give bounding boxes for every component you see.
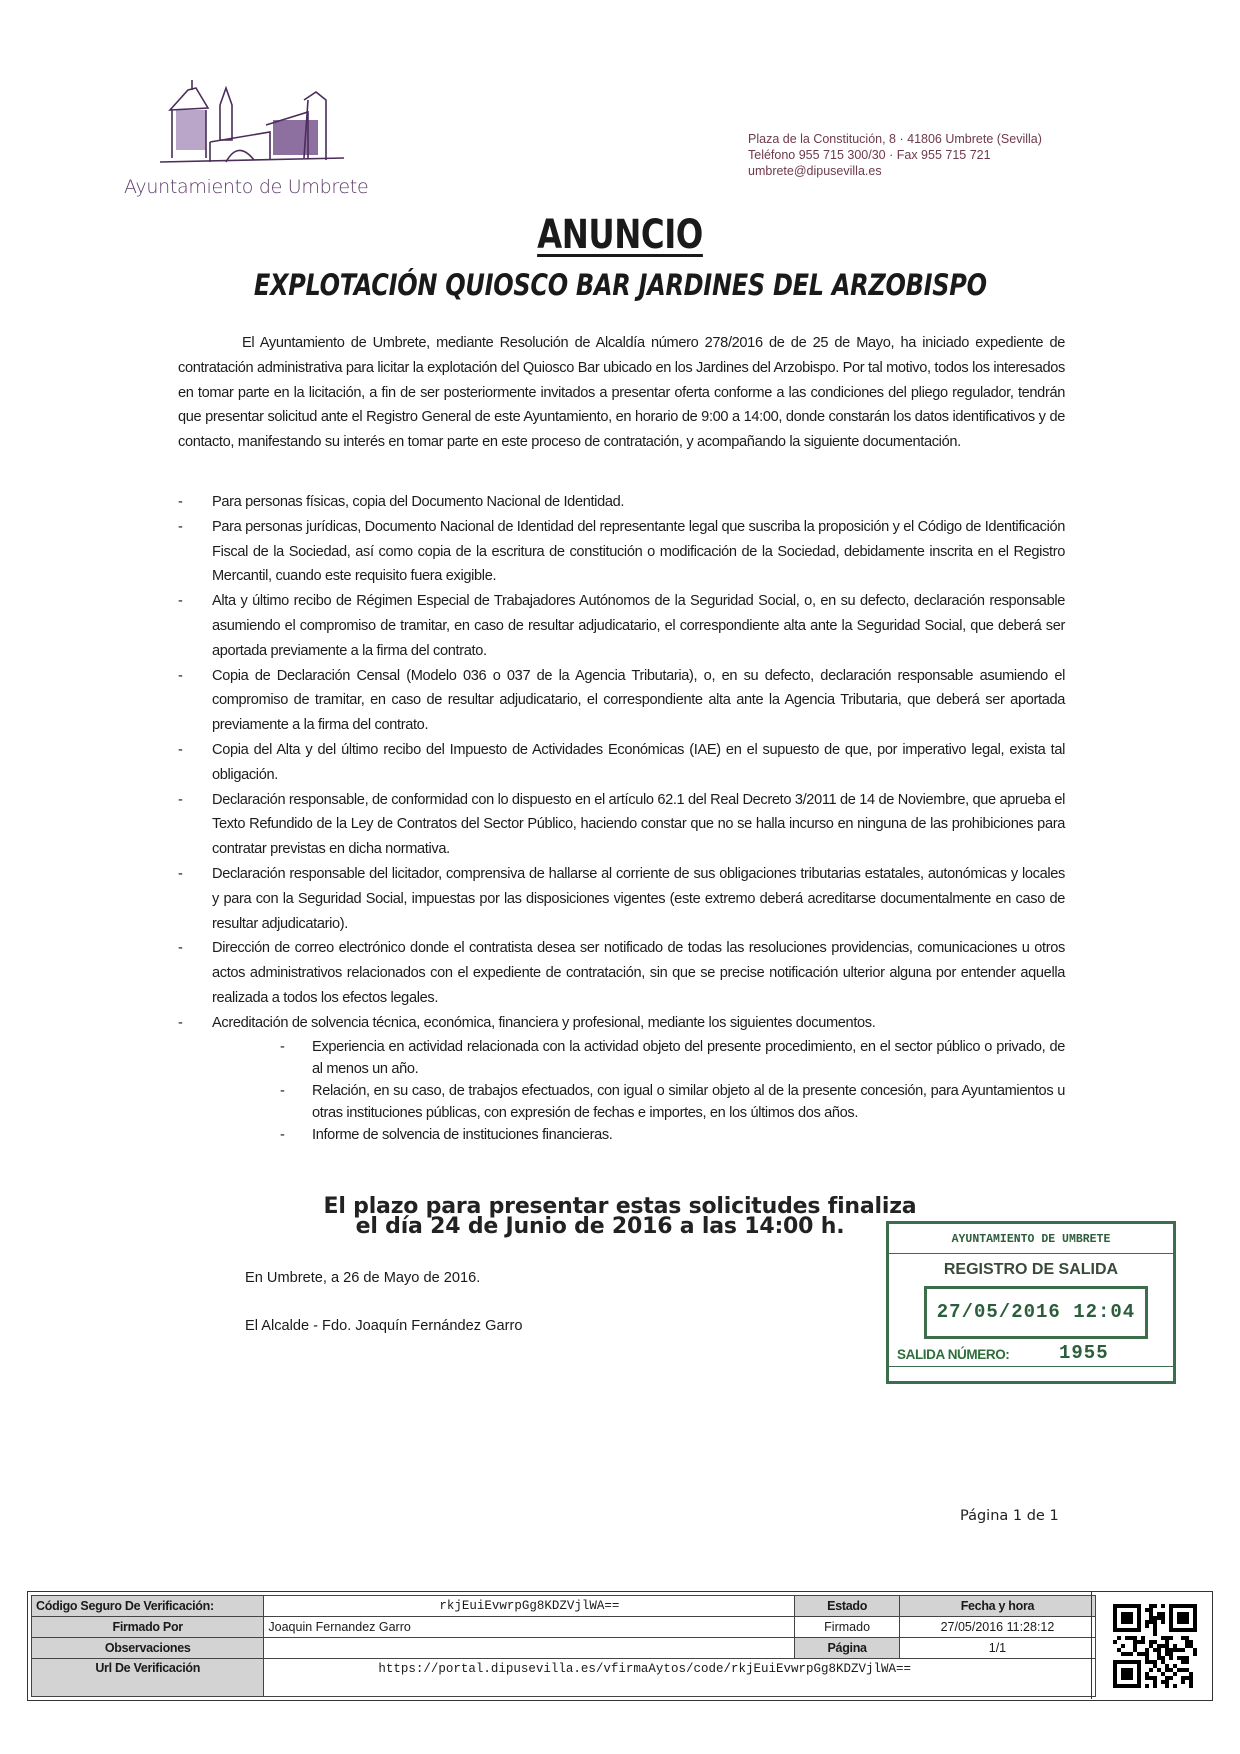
contact-address [748,131,1042,179]
qr-module [1125,1636,1129,1640]
url-label: Url De Verificación [32,1659,264,1697]
qr-module [1185,1628,1189,1632]
qr-module [1121,1644,1125,1648]
requirement-item: - Alta y último recibo de Régimen Especial de Trabajadores Autónomos de la Seguridad Social, o, en su defecto, declaración responsable asumiendo el compromiso de tramitar, en caso de resultar adjudicatario, el correspondiente alta ante la Seguridad Social, que deberá ser aportada previamente a la firma del contrato. [178,589,1065,663]
qr-module [1145,1660,1149,1664]
qr-module [1113,1604,1117,1608]
qr-module [1165,1644,1169,1648]
qr-module [1113,1612,1117,1616]
qr-module [1173,1644,1177,1648]
qr-module [1145,1624,1149,1628]
qr-module [1189,1684,1193,1688]
qr-module [1157,1668,1161,1672]
qr-module [1133,1640,1137,1644]
stamp-divider [889,1366,1173,1367]
qr-module [1137,1616,1141,1620]
signatory: El Alcalde - Fdo. Joaquín Fernández Garro [245,1318,523,1334]
qr-module [1149,1616,1153,1620]
qr-module [1153,1616,1157,1620]
qr-module [1193,1612,1197,1616]
qr-module [1129,1652,1133,1656]
qr-module [1125,1672,1129,1676]
qr-module [1153,1620,1157,1624]
qr-module [1165,1680,1169,1684]
qr-module [1113,1680,1117,1684]
qr-module [1129,1636,1133,1640]
qr-module [1121,1676,1125,1680]
qr-module [1177,1648,1181,1652]
qr-module [1193,1628,1197,1632]
qr-module [1137,1612,1141,1616]
qr-module [1149,1640,1153,1644]
qr-module [1161,1636,1165,1640]
qr-module [1153,1624,1157,1628]
verification-url-link[interactable]: https://portal.dipusevilla.es/vfirmaAytos/code/rkjEuiEvwrpGg8KDZVjlWA== [264,1659,1096,1697]
qr-module [1173,1684,1177,1688]
qr-module [1161,1612,1165,1616]
qr-module [1181,1656,1185,1660]
qr-module [1121,1660,1125,1664]
qr-module [1185,1656,1189,1660]
qr-module [1153,1664,1157,1668]
qr-module [1113,1628,1117,1632]
qr-module [1185,1676,1189,1680]
requirement-item: - Declaración responsable, de conformidad con lo dispuesto en el artículo 62.1 del Real Decreto 3/2011 de 14 de Noviembre, que aprueba el Texto Refundido de la Ley de Contratos del Sector Público, haciendo constar que no se halla incurso en ninguna de las prohibiciones para contratar previstas en dicha normativa. [178,788,1065,862]
phone-line: Teléfono 955 715 300/30 · Fax 955 715 721 [748,148,991,162]
qr-module [1145,1648,1149,1652]
stamp-title: REGISTRO DE SALIDA [943,1261,1119,1278]
subtitle-text: EXPLOTACIÓN QUIOSCO BAR JARDINES DEL ARZOBISPO [253,268,987,302]
qr-module [1113,1616,1117,1620]
stamp-datetime: 27/05/2016 12:04 [924,1286,1148,1339]
qr-module [1129,1684,1133,1688]
qr-module [1181,1636,1185,1640]
registry-stamp [886,1221,1176,1384]
qr-module [1169,1608,1173,1612]
qr-module [1129,1628,1133,1632]
qr-module [1165,1652,1169,1656]
qr-module [1169,1624,1173,1628]
qr-module [1117,1660,1121,1664]
qr-module [1153,1684,1157,1688]
qr-module [1153,1628,1157,1632]
qr-module [1149,1604,1153,1608]
qr-code-icon[interactable] [1113,1604,1197,1688]
qr-module [1121,1612,1125,1616]
qr-module [1149,1620,1153,1624]
qr-module [1189,1680,1193,1684]
municipality-logo [118,70,388,205]
qr-module [1129,1620,1133,1624]
qr-module [1177,1620,1181,1624]
qr-module [1133,1684,1137,1688]
solvency-docs-list [212,1036,1065,1146]
email-line: umbrete@dipusevilla.es [748,164,882,178]
qr-module [1137,1628,1141,1632]
qr-module [1133,1644,1137,1648]
qr-module [1181,1668,1185,1672]
qr-module [1193,1604,1197,1608]
qr-module [1193,1620,1197,1624]
qr-module [1121,1616,1125,1620]
qr-module [1189,1640,1193,1644]
qr-module [1117,1684,1121,1688]
qr-module [1113,1672,1117,1676]
qr-module [1193,1624,1197,1628]
qr-module [1185,1644,1189,1648]
observations-value [264,1638,795,1659]
qr-module [1177,1612,1181,1616]
qr-module [1121,1628,1125,1632]
qr-module [1113,1660,1117,1664]
observations-label: Observaciones [32,1638,264,1659]
address-line: Plaza de la Constitución, 8 · 41806 Umbrete (Sevilla) [748,132,1042,146]
qr-module [1113,1684,1117,1688]
qr-module [1165,1684,1169,1688]
qr-module [1169,1668,1173,1672]
solvency-doc-item: - Experiencia en actividad relacionada con la actividad objeto del presente procedimiento, en el sector público o privado, de al menos un año. [280,1036,1065,1080]
qr-module [1157,1648,1161,1652]
qr-module [1137,1608,1141,1612]
qr-module [1185,1604,1189,1608]
qr-module [1145,1608,1149,1612]
qr-module [1185,1660,1189,1664]
place-and-date: En Umbrete, a 26 de Mayo de 2016. [245,1270,481,1286]
page-title: ANUNCIO [537,212,703,258]
qr-module [1177,1656,1181,1660]
qr-module [1125,1620,1129,1624]
datetime-label: Fecha y hora [899,1596,1095,1617]
qr-module [1189,1628,1193,1632]
qr-module [1193,1652,1197,1656]
deadline-line-1: El plazo para presentar estas solicitudes finaliza [323,1194,917,1219]
qr-module [1133,1660,1137,1664]
qr-module [1149,1668,1153,1672]
qr-module [1121,1672,1125,1676]
qr-module [1177,1604,1181,1608]
qr-module [1161,1616,1165,1620]
qr-module [1137,1624,1141,1628]
csv-label: Código Seguro De Verificación: [32,1596,264,1617]
status-value: Firmado [795,1617,900,1638]
datetime-value: 27/05/2016 11:28:12 [899,1617,1095,1638]
solvency-doc-item: - Informe de solvencia de instituciones financieras. [280,1124,1065,1146]
qr-module [1145,1676,1149,1680]
qr-module [1125,1652,1129,1656]
qr-module [1129,1668,1133,1672]
qr-module [1137,1620,1141,1624]
qr-module [1185,1612,1189,1616]
town-hall-illustration-icon [158,70,348,170]
qr-module [1129,1660,1133,1664]
qr-module [1149,1676,1153,1680]
requirement-item: - Para personas jurídicas, Documento Nacional de Identidad del representante legal que suscriba la proposición y el Código de Identificación Fiscal de la Sociedad, así como copia de la escritura de constitución o modificación de la Sociedad, debidamente inscrita en el Registro Mercantil, cuando este requisito fuera exigible. [178,515,1065,589]
table-row [32,1617,1096,1638]
qr-module [1153,1676,1157,1680]
qr-module [1153,1632,1157,1636]
qr-module [1169,1652,1173,1656]
qr-module [1153,1680,1157,1684]
requirement-solvency-text: Acreditación de solvencia técnica, económica, financiera y profesional, mediante los siguientes documentos. [212,1014,876,1031]
qr-module [1121,1620,1125,1624]
csv-value[interactable]: rkjEuiEvwrpGg8KDZVjlWA== [264,1596,795,1617]
qr-module [1121,1652,1125,1656]
qr-module [1125,1604,1129,1608]
qr-module [1133,1604,1137,1608]
qr-module [1173,1648,1177,1652]
qr-module [1161,1672,1165,1676]
qr-module [1161,1680,1165,1684]
qr-module [1181,1628,1185,1632]
qr-module [1149,1660,1153,1664]
qr-module [1169,1628,1173,1632]
table-row [32,1638,1096,1659]
qr-module [1173,1604,1177,1608]
page-label: Página [795,1638,900,1659]
page-number: Página 1 de 1 [960,1508,1059,1524]
qr-module [1193,1616,1197,1620]
qr-module [1173,1628,1177,1632]
qr-module [1181,1612,1185,1616]
qr-module [1161,1604,1165,1608]
requirement-item: - Para personas físicas, copia del Documento Nacional de Identidad. [178,490,1065,515]
requirement-item-solvency [178,1011,1065,1146]
qr-module [1129,1612,1133,1616]
qr-module [1141,1652,1145,1656]
qr-module [1133,1648,1137,1652]
qr-module [1149,1608,1153,1612]
qr-module [1157,1656,1161,1660]
qr-module [1181,1620,1185,1624]
table-row [32,1659,1096,1697]
qr-module [1125,1612,1129,1616]
qr-module [1137,1676,1141,1680]
qr-module [1121,1604,1125,1608]
qr-module [1153,1648,1157,1652]
qr-module [1177,1628,1181,1632]
qr-module [1181,1676,1185,1680]
page-value: 1/1 [899,1638,1095,1659]
requirement-item: - Dirección de correo electrónico donde el contratista desea ser notificado de todas las resoluciones providencias, comunicaciones u otros actos administrativos relacionados con el expediente de contratación, sin que se precise notificación ulterior alguna por entender aquella realizada a todos los efectos legales. [178,936,1065,1010]
qr-module [1121,1684,1125,1688]
qr-module [1165,1640,1169,1644]
qr-module [1169,1648,1173,1652]
qr-module [1125,1676,1129,1680]
qr-module [1137,1640,1141,1644]
stamp-number-label: SALIDA NÚMERO: [897,1347,1010,1362]
requirements-list [178,490,1065,1146]
qr-module [1137,1668,1141,1672]
qr-module [1113,1664,1117,1668]
stamp-organization: AYUNTAMIENTO DE UMBRETE [951,1233,1111,1246]
intro-paragraph: El Ayuntamiento de Umbrete, mediante Resolución de Alcaldía número 278/2016 de de 25 de Mayo, ha iniciado expediente de contratación administrativa para licitar la explotación del Quiosco Bar ubicado en los Jardines del Arzobispo. Por tal motivo, todos los interesados en tomar parte en la licitación, a fin de ser posteriormente invitados a presentar oferta conforme a las condiciones del pliego regulador, tendrán que presentar solicitud ante el Registro General de este Ayuntamiento, en horario de 9:00 a 14:00, donde constarán los datos identificativos y de contacto, manifestando su interés en tomar parte en este proceso de contratación, y acompañando la siguiente documentación. [178,335,1065,451]
requirement-item: - Declaración responsable del licitador, comprensiva de hallarse al corriente de sus obligaciones tributarias estatales, autonómicas y locales y para con la Seguridad Social, impuestas por las disposiciones vigentes (este extremo deberá acreditarse documentalmente en caso de resultar adjudicatario). [178,862,1065,936]
qr-module [1145,1620,1149,1624]
qr-module [1113,1640,1117,1644]
qr-module [1137,1660,1141,1664]
qr-module [1185,1668,1189,1672]
qr-module [1165,1668,1169,1672]
qr-module [1129,1672,1133,1676]
requirement-item: - Copia de Declaración Censal (Modelo 036 o 037 de la Agencia Tributaria), o, en su defecto, declaración responsable asumiendo el compromiso de tramitar, en caso de resultar adjudicatario, el correspondiente alta ante la Agencia Tributaria, que deberá ser aportada previamente a la firma del contrato. [178,664,1065,738]
page-subtitle [0,268,1240,302]
stamp-divider [889,1253,1173,1254]
qr-module [1157,1616,1161,1620]
qr-module [1189,1604,1193,1608]
qr-module [1165,1664,1169,1668]
qr-module [1113,1620,1117,1624]
qr-module [1137,1684,1141,1688]
qr-module [1169,1620,1173,1624]
status-label: Estado [795,1596,900,1617]
qr-module [1189,1644,1193,1648]
qr-module [1129,1616,1133,1620]
qr-module [1113,1676,1117,1680]
qr-module [1169,1656,1173,1660]
verification-table [31,1595,1096,1697]
qr-module [1193,1648,1197,1652]
qr-module [1161,1644,1165,1648]
qr-module [1117,1628,1121,1632]
qr-module [1185,1640,1189,1644]
qr-module [1165,1636,1169,1640]
qr-module [1125,1660,1129,1664]
qr-module [1133,1628,1137,1632]
qr-module [1157,1652,1161,1656]
qr-module [1185,1636,1189,1640]
qr-module [1145,1684,1149,1688]
qr-module [1169,1636,1173,1640]
stamp-number: 1955 [1059,1342,1109,1364]
qr-module [1137,1680,1141,1684]
qr-module [1113,1624,1117,1628]
qr-module [1181,1616,1185,1620]
requirement-item: - Copia del Alta y del último recibo del Impuesto de Actividades Económicas (IAE) en el supuesto de que, por imperativo legal, exista tal obligación. [178,738,1065,788]
qr-module [1117,1648,1121,1652]
qr-module [1161,1660,1165,1664]
qr-module [1169,1616,1173,1620]
logo-text: Ayuntamiento de Umbrete [124,176,369,198]
qr-module [1137,1652,1141,1656]
qr-code-cell [1091,1592,1212,1699]
qr-module [1189,1676,1193,1680]
qr-module [1145,1656,1149,1660]
qr-module [1125,1668,1129,1672]
qr-module [1113,1608,1117,1612]
qr-module [1173,1664,1177,1668]
qr-module [1181,1648,1185,1652]
qr-module [1165,1676,1169,1680]
qr-module [1153,1604,1157,1608]
qr-module [1181,1660,1185,1664]
qr-module [1153,1640,1157,1644]
qr-module [1153,1660,1157,1664]
qr-module [1169,1612,1173,1616]
qr-module [1113,1668,1117,1672]
qr-module [1125,1684,1129,1688]
signed-by-label: Firmado Por [32,1617,264,1638]
qr-module [1125,1628,1129,1632]
qr-module [1189,1672,1193,1676]
qr-module [1169,1676,1173,1680]
qr-module [1129,1604,1133,1608]
qr-module [1137,1664,1141,1668]
qr-module [1181,1680,1185,1684]
qr-module [1149,1644,1153,1648]
qr-module [1125,1616,1129,1620]
qr-module [1177,1668,1181,1672]
qr-module [1133,1636,1137,1640]
qr-module [1185,1616,1189,1620]
qr-module [1169,1604,1173,1608]
qr-module [1129,1676,1133,1680]
qr-module [1181,1604,1185,1608]
solvency-doc-item: - Relación, en su caso, de trabajos efectuados, con igual o similar objeto al de la presente concesión, para Ayuntamientos u otras instituciones públicas, con expresión de fechas e importes, en los últimos dos años. [280,1080,1065,1124]
qr-module [1141,1636,1145,1640]
qr-module [1177,1616,1181,1620]
qr-module [1117,1636,1121,1640]
qr-module [1161,1656,1165,1660]
qr-module [1137,1672,1141,1676]
qr-module [1117,1604,1121,1608]
qr-module [1157,1612,1161,1616]
qr-module [1149,1612,1153,1616]
qr-module [1141,1640,1145,1644]
deadline-line-2: el día 24 de Junio de 2016 a las 14:00 h. [355,1214,845,1239]
signed-by-value: Joaquin Fernandez Garro [264,1617,795,1638]
qr-module [1137,1604,1141,1608]
qr-module [1161,1620,1165,1624]
qr-module [1145,1672,1149,1676]
qr-module [1173,1672,1177,1676]
table-row [32,1596,1096,1617]
verification-footer [27,1591,1213,1701]
qr-module [1185,1620,1189,1624]
qr-module [1193,1608,1197,1612]
qr-module [1145,1652,1149,1656]
qr-module [1157,1644,1161,1648]
qr-module [1165,1648,1169,1652]
qr-module [1121,1668,1125,1672]
